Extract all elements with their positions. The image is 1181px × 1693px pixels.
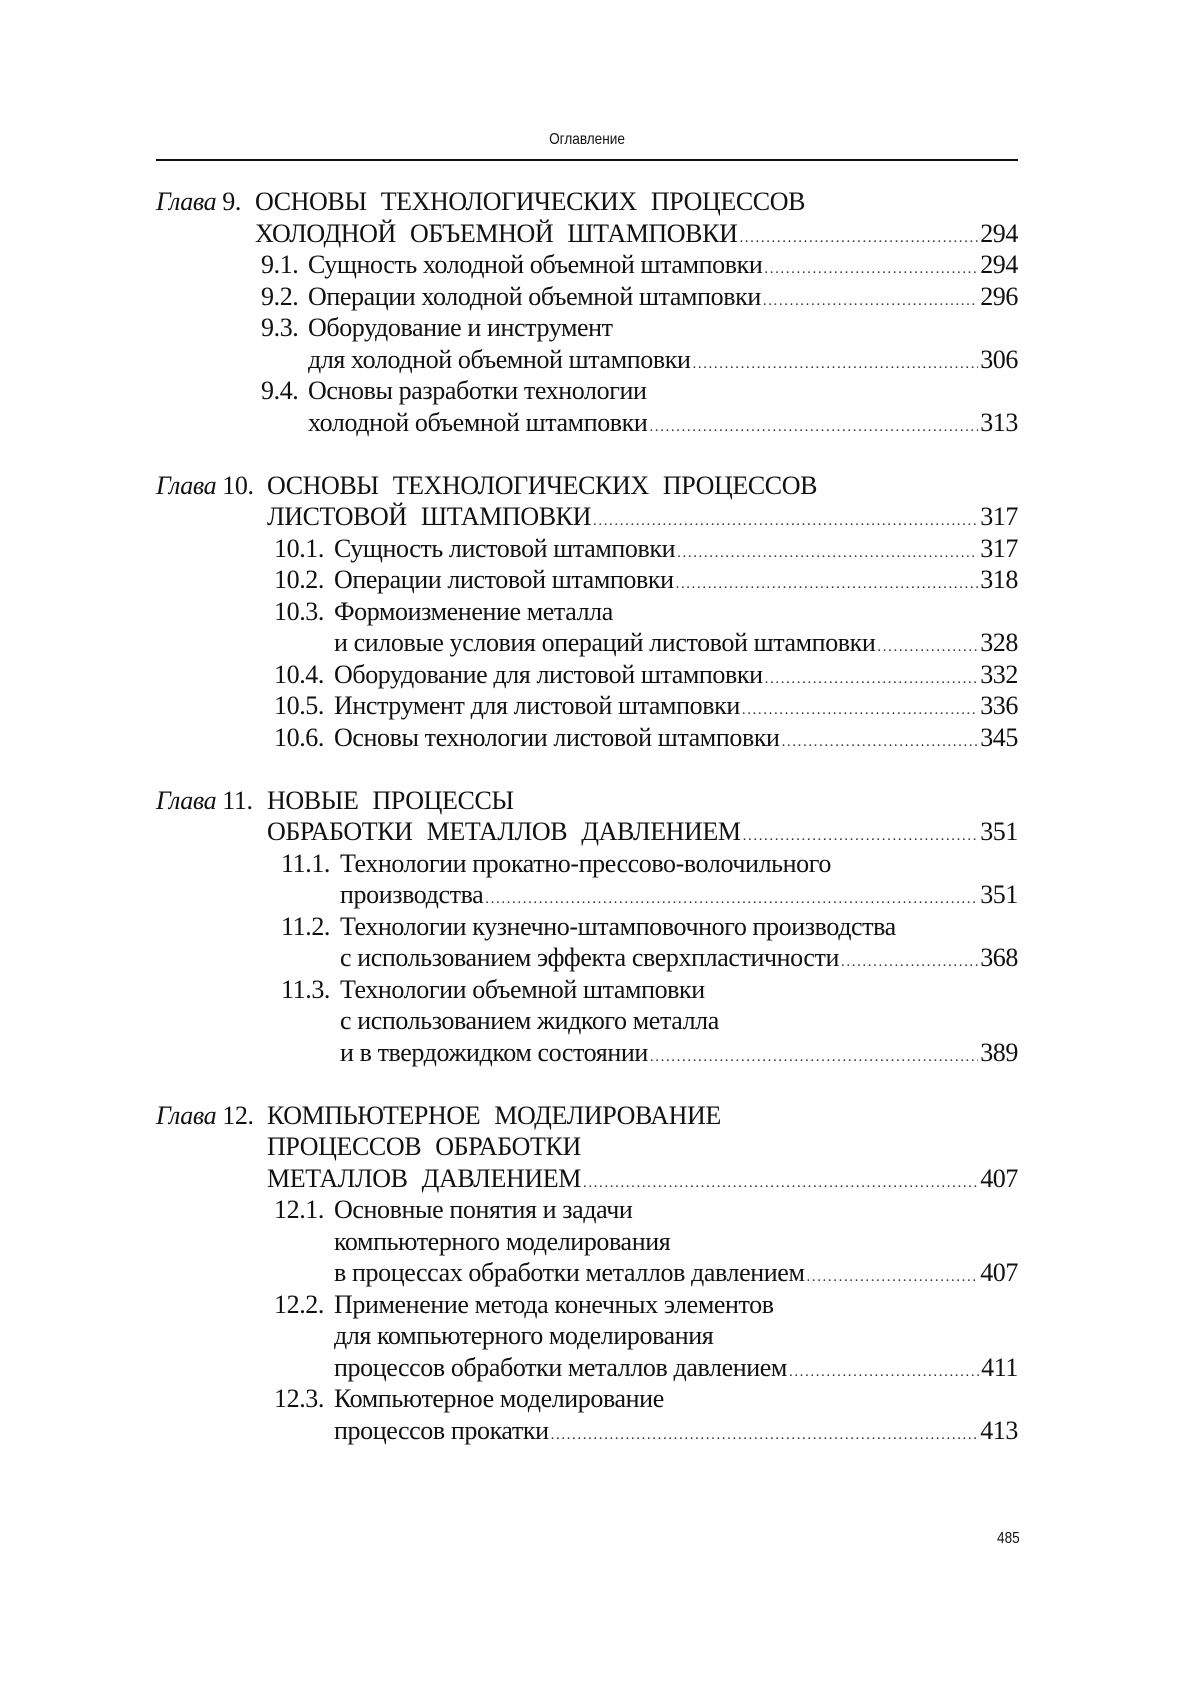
toc-section [156,564,1018,596]
section-number: 10.3. [274,596,325,626]
chapter-title-line [156,1131,1018,1163]
section-number: 10.2. [274,565,325,594]
chapter-word: Глава [156,1100,217,1130]
chapter-label [156,470,254,502]
leader-dots [551,1420,979,1452]
section-line [156,1352,1018,1384]
section-line [156,533,1018,565]
section-title: Компьютерное моделирование [334,1384,664,1413]
section-title: Инструмент для листовой штамповки [334,691,740,720]
toc-section [156,375,1018,438]
section-page: 332 [980,659,1018,689]
section-line [156,1320,1018,1352]
section-number: 9.4. [261,376,299,405]
section-page: 317 [980,533,1018,563]
chapter-title-line [156,470,1018,502]
chapter-title-line [156,218,1018,250]
section-title: с использованием жидкого металла [340,1006,719,1035]
chapter-title: МЕТАЛЛОВ ДАВЛЕНИЕМ [267,1163,581,1193]
section-line [156,1289,1018,1321]
section-line [156,722,1018,754]
section-title: Технологии объемной штамповки [340,974,705,1004]
header-rule [156,159,1018,161]
toc-section [156,1289,1018,1384]
section-title: Оборудование и инструмент [308,313,613,342]
section-line [156,1005,1018,1037]
section-line [156,627,1018,659]
chapter-title-line [156,1163,1018,1195]
section-page: 389 [980,1037,1018,1067]
section-line [156,407,1018,439]
section-title: и силовые условия операций листовой штамповки [334,628,876,657]
chapter-title-line [156,501,1018,533]
chapter-page: 407 [980,1163,1018,1193]
chapter-label [156,186,241,218]
chapter-number: 9. [222,187,241,216]
toc-chapter [156,470,1018,754]
section-title: Сущность холодной объемной штамповки [308,250,763,279]
toc-section [156,974,1018,1069]
section-title: Основы технологии листовой штамповки [334,722,780,752]
section-number: 12.3. [274,1384,325,1413]
chapter-word: Глава [156,187,217,216]
section-number: 9.2. [261,281,299,311]
section-number: 10.6. [274,722,325,752]
toc-chapter [156,1100,1018,1447]
section-line [156,596,1018,628]
toc-chapter [156,186,1018,438]
chapter-label [156,785,253,817]
chapter-title: НОВЫЕ ПРОЦЕССЫ [267,785,514,815]
chapter-title-line [156,785,1018,817]
chapter-number: 10. [222,470,254,500]
section-page: 294 [980,250,1018,279]
section-line [156,1226,1018,1258]
section-title: Применение метода конечных элементов [334,1289,774,1319]
section-line [156,249,1018,281]
section-title: Основы разработки технологии [308,376,647,405]
section-title: Технологии кузнечно-штамповочного производства [340,911,896,941]
section-line [156,1037,1018,1069]
chapter-word: Глава [156,785,217,815]
section-line [156,1257,1018,1289]
toc-section [156,848,1018,911]
section-title: Основные понятия и задачи [334,1195,633,1224]
running-head: Оглавление [549,131,625,148]
chapter-title: ОБРАБОТКИ МЕТАЛЛОВ ДАВЛЕНИЕМ [267,817,741,846]
toc-section [156,533,1018,565]
section-line [156,1194,1018,1226]
chapter-number: 12. [222,1100,254,1130]
chapter-page: 294 [980,218,1018,248]
section-page: 318 [980,565,1018,594]
chapter-title: КОМПЬЮТЕРНОЕ МОДЕЛИРОВАНИЕ [267,1100,721,1130]
section-page: 336 [980,691,1018,720]
section-line [156,659,1018,691]
section-line [156,690,1018,722]
section-title: Сущность листовой штамповки [334,533,676,563]
toc-section [156,911,1018,974]
section-number: 11.3. [281,974,331,1004]
chapter-title: ПРОЦЕССОВ ОБРАБОТКИ [267,1132,581,1161]
section-title: Оборудование для листовой штамповки [334,659,763,689]
section-line [156,911,1018,943]
section-page: 328 [980,628,1018,657]
section-title: Формоизменение металла [334,596,613,626]
toc-section [156,690,1018,722]
section-title: производства [340,880,484,909]
section-title: для компьютерного моделирования [334,1321,714,1350]
section-title: для холодной объемной штамповки [308,344,691,374]
chapter-page: 351 [980,817,1018,846]
section-line [156,281,1018,313]
section-line [156,564,1018,596]
section-line [156,848,1018,880]
section-title: компьютерного моделирования [334,1226,671,1256]
section-number: 12.1. [274,1195,325,1224]
section-number: 12.2. [274,1289,325,1319]
chapter-title: ОСНОВЫ ТЕХНОЛОГИЧЕСКИХ ПРОЦЕССОВ [267,470,818,500]
table-of-contents [156,186,1018,1446]
section-line [156,1415,1018,1447]
section-title: и в твердожидком состоянии [340,1037,648,1067]
page-number: 485 [997,1530,1020,1547]
section-page: 296 [980,281,1018,311]
chapter-word: Глава [156,470,217,500]
toc-section [156,659,1018,691]
toc-section [156,281,1018,313]
section-page: 368 [980,943,1018,972]
section-number: 10.5. [274,691,325,720]
section-title: Операции листовой штамповки [334,565,674,594]
chapter-title: ОСНОВЫ ТЕХНОЛОГИЧЕСКИХ ПРОЦЕССОВ [255,187,806,216]
section-title: процессов прокатки [334,1415,549,1445]
section-number: 10.4. [274,659,325,689]
leader-dots [650,1042,978,1074]
chapter-page: 317 [980,502,1018,531]
section-title: Технологии прокатно-прессово-волочильного [340,848,831,878]
toc-section [156,596,1018,659]
toc-section [156,1194,1018,1289]
section-line [156,1383,1018,1415]
section-page: 413 [980,1415,1018,1445]
section-page: 411 [981,1352,1018,1382]
section-number: 10.1. [274,533,325,563]
chapter-title: ХОЛОДНОЙ ОБЪЕМНОЙ ШТАМПОВКИ [255,218,738,248]
toc-section [156,722,1018,754]
section-number: 9.3. [261,313,299,342]
chapter-number: 11. [222,785,253,815]
toc-section [156,1383,1018,1446]
section-line [156,974,1018,1006]
section-title: холодной объемной штамповки [308,407,648,437]
section-page: 313 [980,407,1018,437]
section-title: в процессах обработки металлов давлением [334,1258,805,1287]
section-page: 351 [980,880,1018,909]
chapter-title: ЛИСТОВОЙ ШТАМПОВКИ [267,502,591,531]
toc-chapter [156,785,1018,1069]
section-line [156,312,1018,344]
section-line [156,375,1018,407]
chapter-title-line [156,1100,1018,1132]
section-page: 306 [980,344,1018,374]
section-number: 9.1. [261,250,299,279]
chapter-title-line [156,816,1018,848]
section-title: с использованием эффекта сверхпластичности [340,943,840,972]
leader-dots [782,727,979,759]
section-line [156,879,1018,911]
toc-section [156,249,1018,281]
leader-dots [649,412,978,444]
section-title: Операции холодной объемной штамповки [308,281,761,311]
toc-section [156,312,1018,375]
section-line [156,344,1018,376]
section-number: 11.2. [281,911,331,941]
section-line [156,942,1018,974]
section-page: 407 [980,1258,1018,1287]
section-number: 11.1. [281,848,331,878]
section-page: 345 [980,722,1018,752]
section-title: процессов обработки металлов давлением [334,1352,787,1382]
chapter-title-line [156,186,1018,218]
chapter-label [156,1100,254,1132]
